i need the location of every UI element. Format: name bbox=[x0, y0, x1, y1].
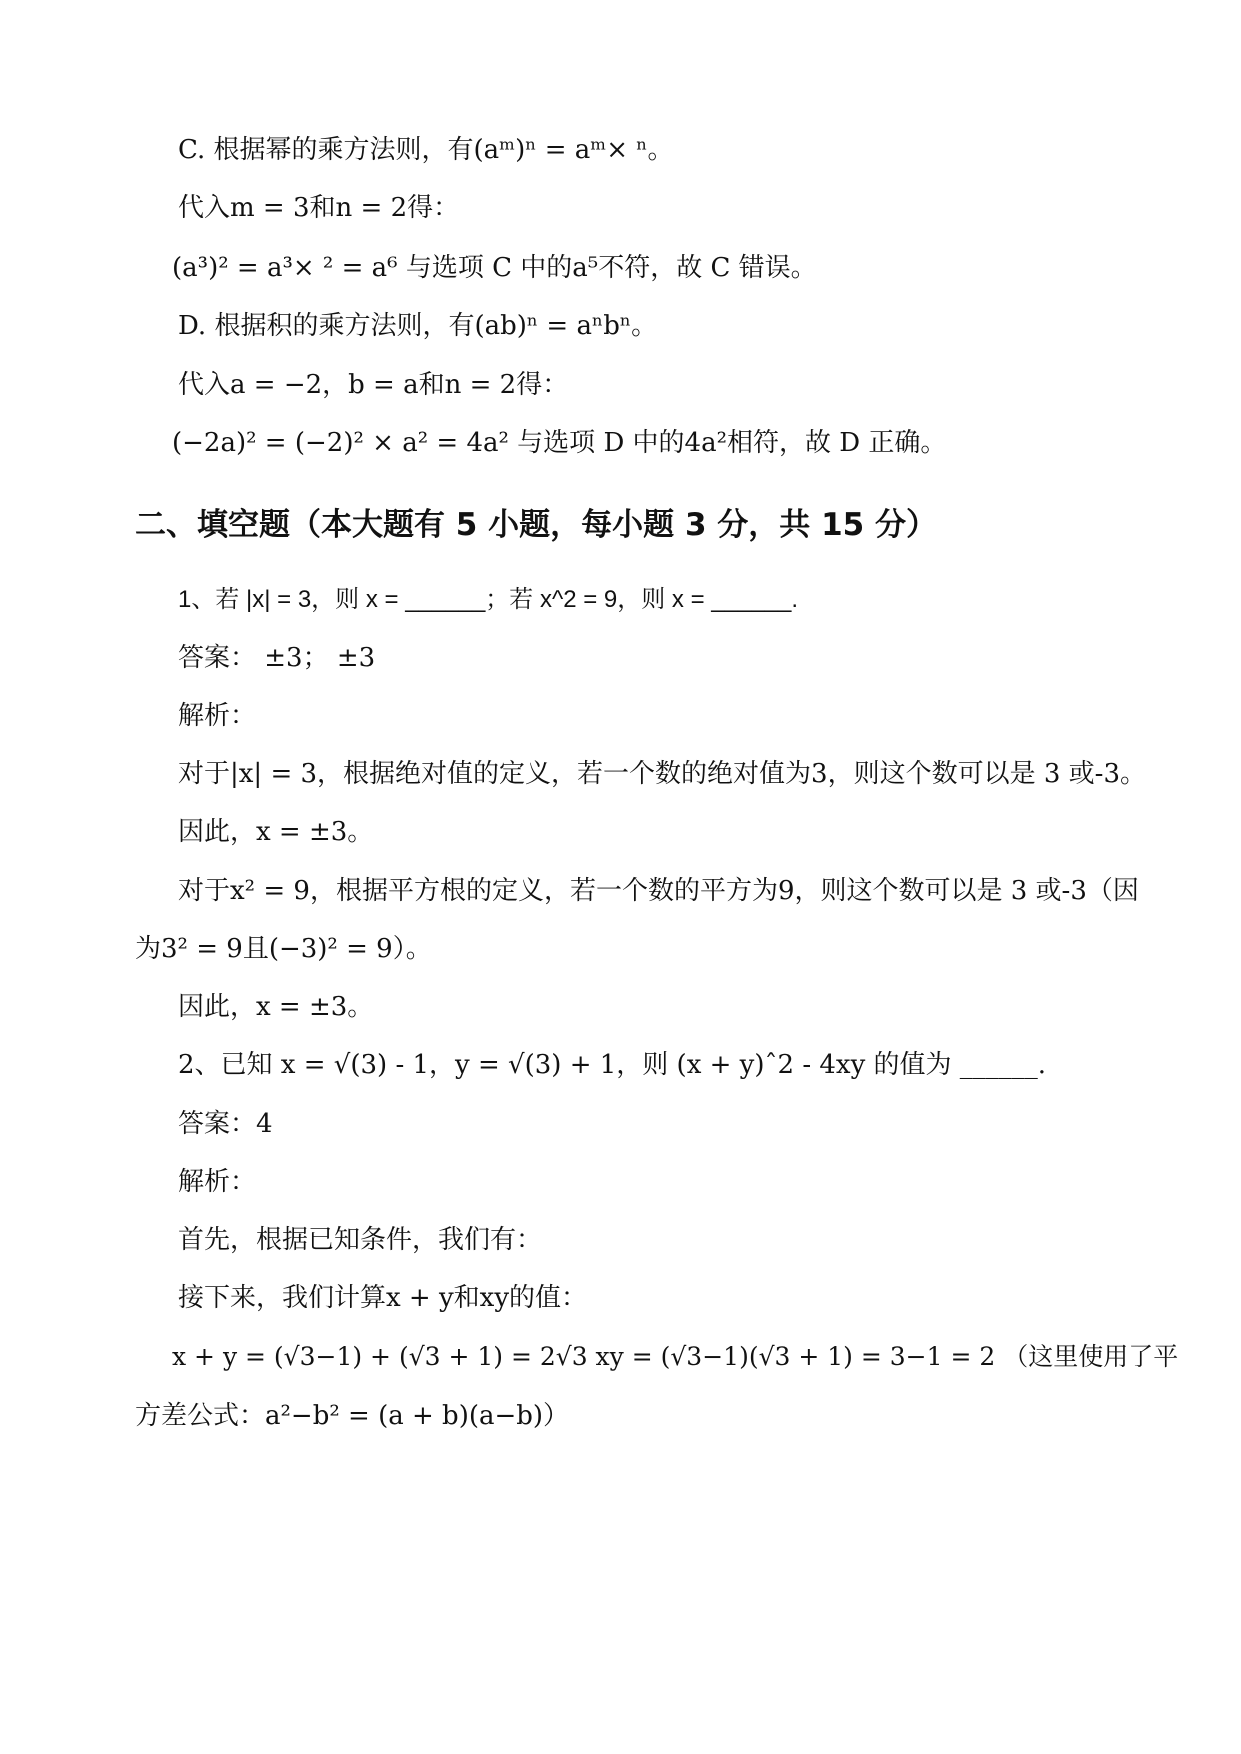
answer-2: 答案：4 bbox=[178, 1109, 273, 1139]
answer-1: 答案： ±3； ±3 bbox=[178, 643, 376, 673]
analysis-label: 解析： bbox=[178, 1167, 257, 1197]
text-line: 代入a = −2，b = a和n = 2得： bbox=[178, 370, 569, 400]
text-line: 接下来，我们计算x + y和xy的值： bbox=[178, 1283, 588, 1313]
text-line: x + y = (√3−1) + (√3 + 1) = 2√3 xy = (√3−1)(√3 + 1) = 3−1 = 2 （这里使用了平 bbox=[172, 1342, 1179, 1371]
text-line: 因此，x = ±3。 bbox=[178, 817, 374, 847]
section-heading: 二、填空题（本大题有 5 小题，每小题 3 分，共 15 分） bbox=[135, 507, 938, 543]
text-line: (−2a)² = (−2)² × a² = 4a² 与选项 D 中的4a²相符，故 D 正确。 bbox=[172, 428, 947, 458]
text-line: 对于|x| = 3，根据绝对值的定义，若一个数的绝对值为3，则这个数可以是 3 或-3。 bbox=[178, 759, 1146, 789]
question-1: 1、若 |x| = 3，则 x = ______；若 x^2 = 9，则 x = ______. bbox=[178, 586, 799, 613]
analysis-label: 解析： bbox=[178, 701, 257, 731]
text-line: 首先，根据已知条件，我们有： bbox=[178, 1225, 543, 1255]
text-line: D. 根据积的乘方法则，有(ab)ⁿ = aⁿbⁿ。 bbox=[178, 311, 658, 341]
text-line: (a³)² = a³× ² = a⁶ 与选项 C 中的a⁵不符，故 C 错误。 bbox=[172, 253, 817, 283]
text-line: 代入m = 3和n = 2得： bbox=[178, 193, 460, 223]
text-line: 为3² = 9且(−3)² = 9）。 bbox=[135, 934, 432, 964]
text-line: 因此，x = ±3。 bbox=[178, 992, 374, 1022]
text-line: C. 根据幂的乘方法则，有(aᵐ)ⁿ = aᵐ× ⁿ。 bbox=[178, 135, 674, 165]
text-line: 方差公式：a²−b² = (a + b)(a−b)） bbox=[135, 1401, 570, 1431]
question-2: 2、已知 x = √(3) - 1，y = √(3) + 1，则 (x + y)ˆ2 - 4xy 的值为 ______. bbox=[178, 1050, 1047, 1080]
text-line: 对于x² = 9，根据平方根的定义，若一个数的平方为9，则这个数可以是 3 或-3（因 bbox=[178, 876, 1139, 906]
